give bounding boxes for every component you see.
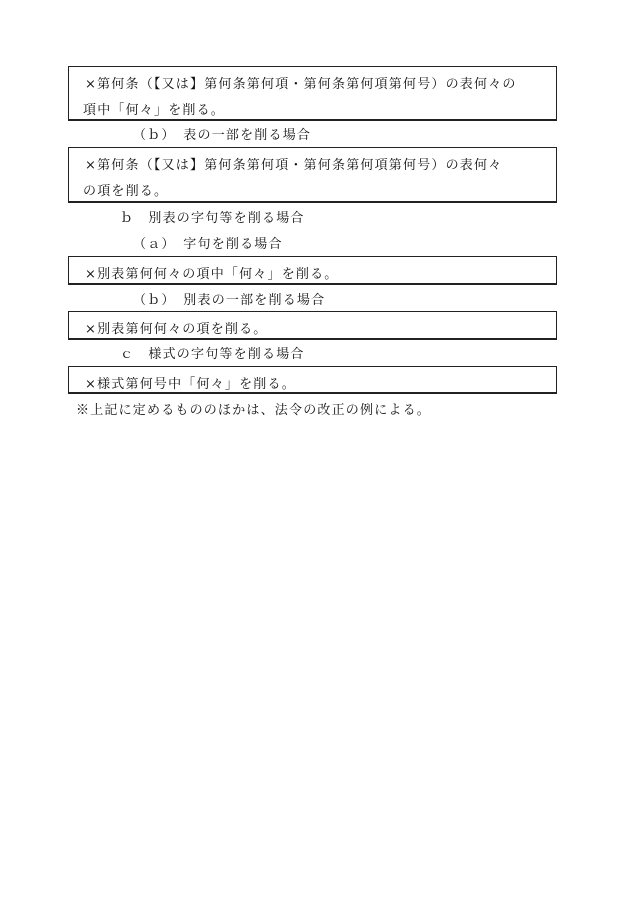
example-box-table-phrase bbox=[68, 66, 557, 121]
closing-note: ※上記に定めるもののほかは、法令の改正の例による。 bbox=[76, 403, 432, 418]
example-box-table-part bbox=[68, 147, 557, 203]
box-line: の項を削る。 bbox=[83, 184, 169, 199]
heading-form: ｃ 様式の字句等を削る場合 bbox=[120, 347, 305, 362]
example-box-appended-part bbox=[68, 311, 557, 340]
box-line: ×別表第何何々の項を削る。 bbox=[85, 322, 268, 337]
box-line: 項中「何々」を削る。 bbox=[83, 103, 226, 118]
example-box-appended-phrase bbox=[68, 256, 557, 285]
box-line: ×様式第何号中「何々」を削る。 bbox=[85, 377, 296, 392]
box-line: ×第何条（【又は】第何条第何項・第何条第何項第何号）の表何々 bbox=[85, 158, 503, 173]
heading-phrase: （ａ） 字句を削る場合 bbox=[133, 237, 283, 252]
heading-table-part: （ｂ） 表の一部を削る場合 bbox=[133, 128, 312, 143]
box-line: ×第何条（【又は】第何条第何項・第何条第何項第何号）の表何々の bbox=[85, 77, 517, 92]
heading-appended-table: ｂ 別表の字句等を削る場合 bbox=[120, 211, 305, 226]
box-line: ×別表第何何々の項中「何々」を削る。 bbox=[85, 267, 339, 282]
example-box-form-phrase bbox=[68, 366, 557, 394]
heading-appended-table-part: （ｂ） 別表の一部を削る場合 bbox=[133, 293, 326, 308]
